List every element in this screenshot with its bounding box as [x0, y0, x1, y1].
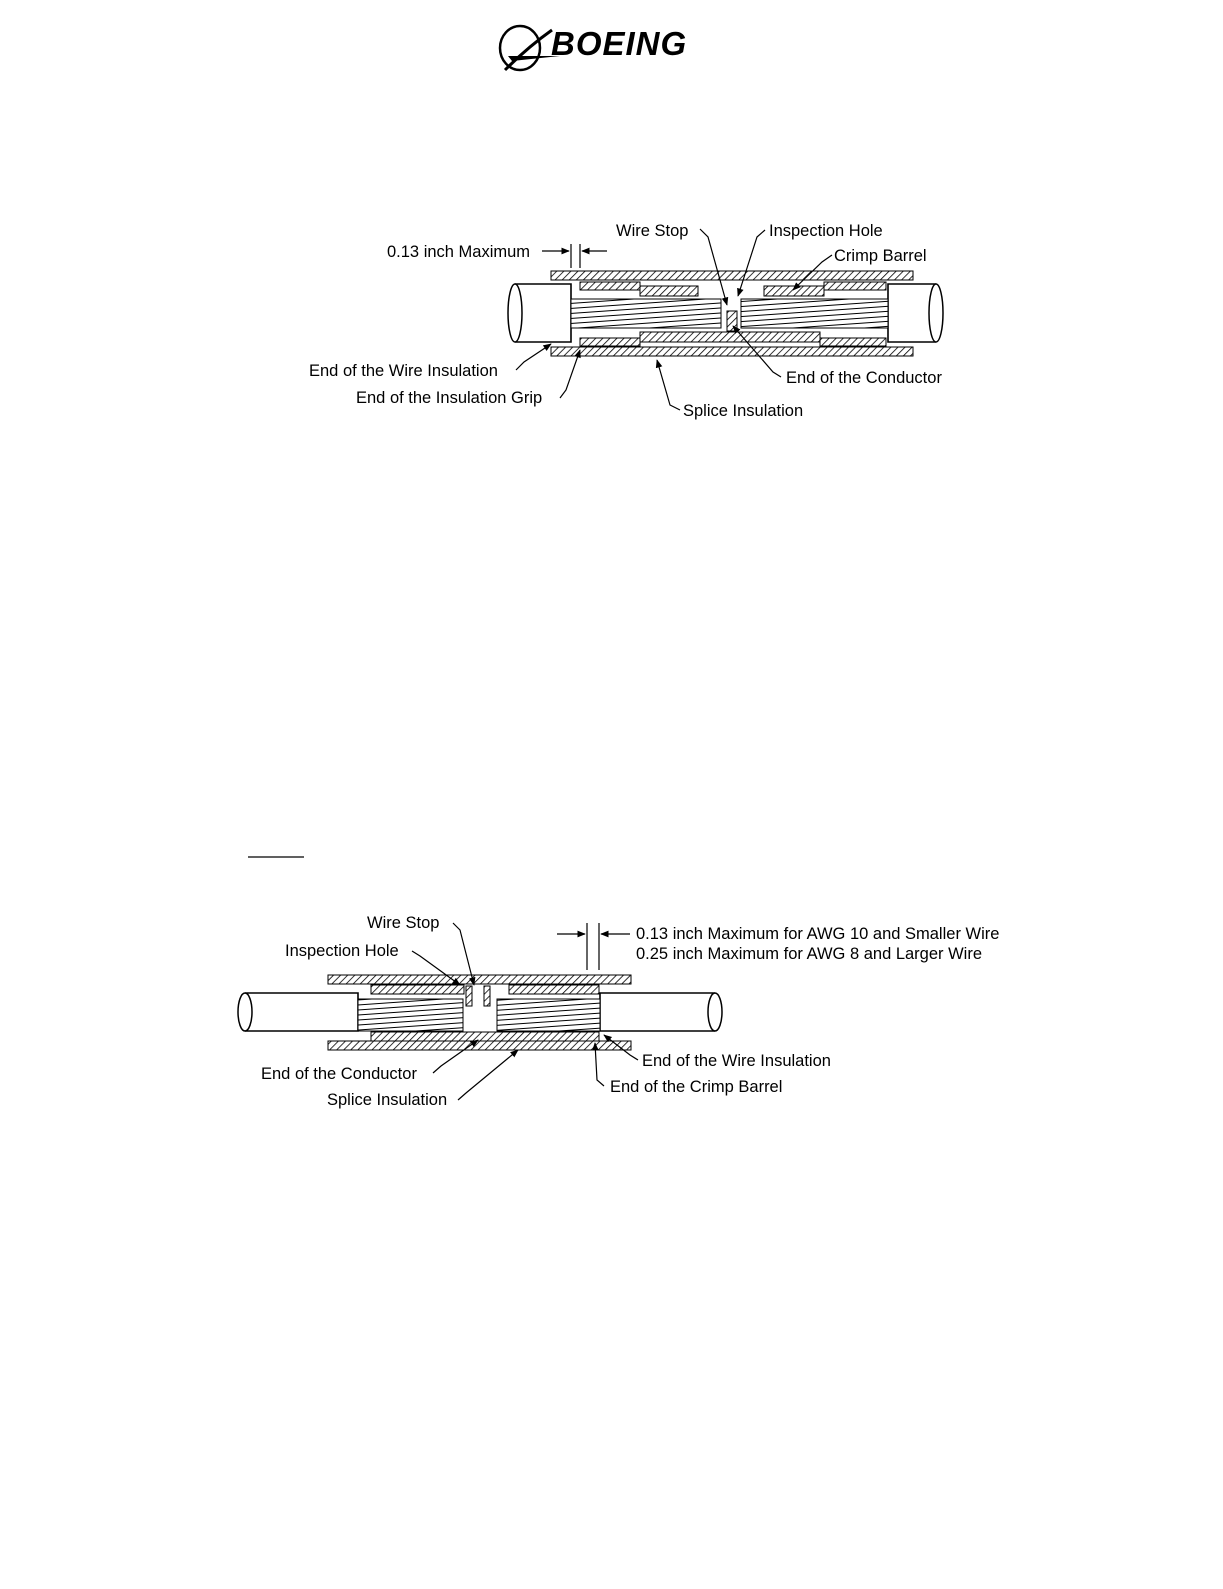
label-max-large-wire: 0.25 inch Maximum for AWG 8 and Larger Wire	[636, 945, 983, 963]
label-end-crimp-barrel: End of the Crimp Barrel	[610, 1078, 783, 1096]
label-splice-insulation: Splice Insulation	[683, 402, 804, 420]
boeing-logo	[500, 25, 687, 70]
label-end-insulation-grip: End of the Insulation Grip	[356, 389, 543, 407]
label-max-gap: 0.13 inch Maximum	[387, 243, 531, 261]
label-wire-stop: Wire Stop	[616, 222, 689, 240]
label-splice-insulation-bottom: Splice Insulation	[327, 1091, 448, 1109]
label-wire-stop-bottom: Wire Stop	[367, 914, 440, 932]
brand-name: BOEING	[551, 25, 688, 62]
label-inspection-hole-bottom: Inspection Hole	[285, 942, 399, 960]
bottom-splice-diagram	[238, 914, 999, 1109]
label-max-small-wire: 0.13 inch Maximum for AWG 10 and Smaller Wire	[636, 925, 1000, 943]
top-splice-diagram	[309, 222, 943, 420]
label-crimp-barrel: Crimp Barrel	[834, 247, 927, 265]
label-inspection-hole: Inspection Hole	[769, 222, 883, 240]
label-end-conductor: End of the Conductor	[786, 369, 942, 387]
label-end-wire-insulation: End of the Wire Insulation	[309, 362, 498, 380]
label-end-wire-insulation-bottom: End of the Wire Insulation	[642, 1052, 831, 1070]
label-end-conductor-bottom: End of the Conductor	[261, 1065, 417, 1083]
